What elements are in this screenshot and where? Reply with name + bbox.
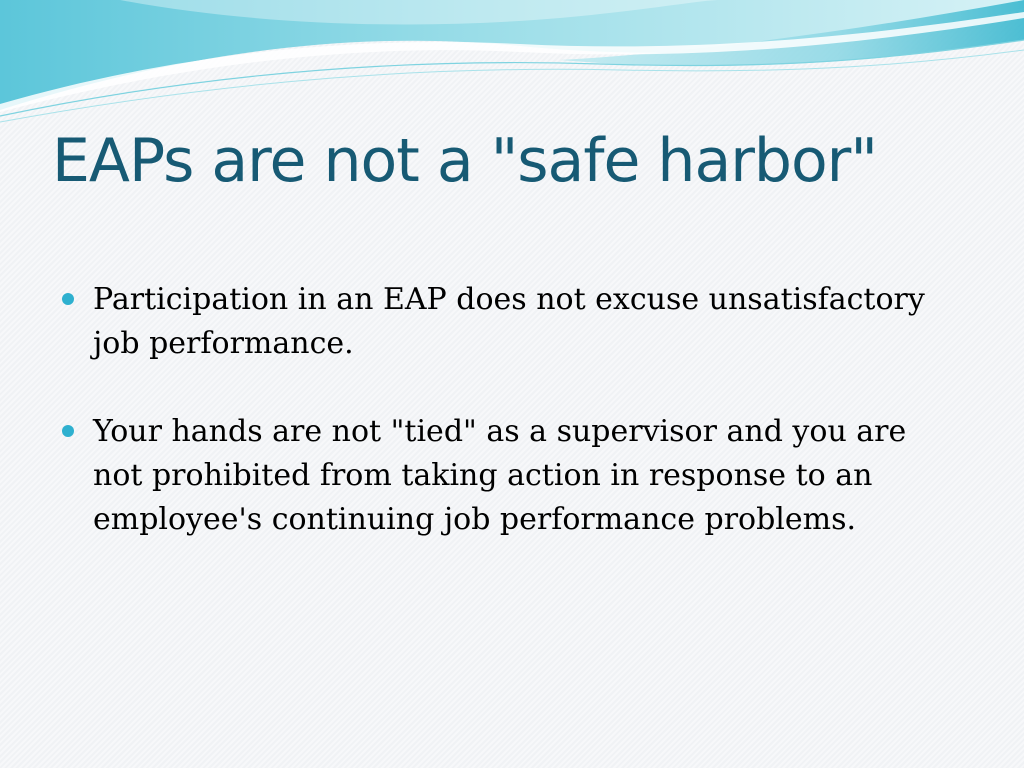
decorative-wave-header: [0, 0, 1024, 130]
bullet-item: [62, 278, 962, 366]
bullet-text: Your hands are not "tied" as a supervisor and you are not prohibited from taking action in response to an employee's continuing job performance problems.: [93, 414, 907, 537]
slide-title: EAPs are not a "safe harbor": [52, 126, 877, 196]
bullet-dot-icon: [62, 425, 74, 437]
bullet-dot-icon: [62, 293, 74, 305]
bullet-text: Participation in an EAP does not excuse unsatisfactory job performance.: [93, 282, 925, 361]
bullet-item: [62, 410, 962, 542]
bullet-list: [62, 278, 962, 542]
